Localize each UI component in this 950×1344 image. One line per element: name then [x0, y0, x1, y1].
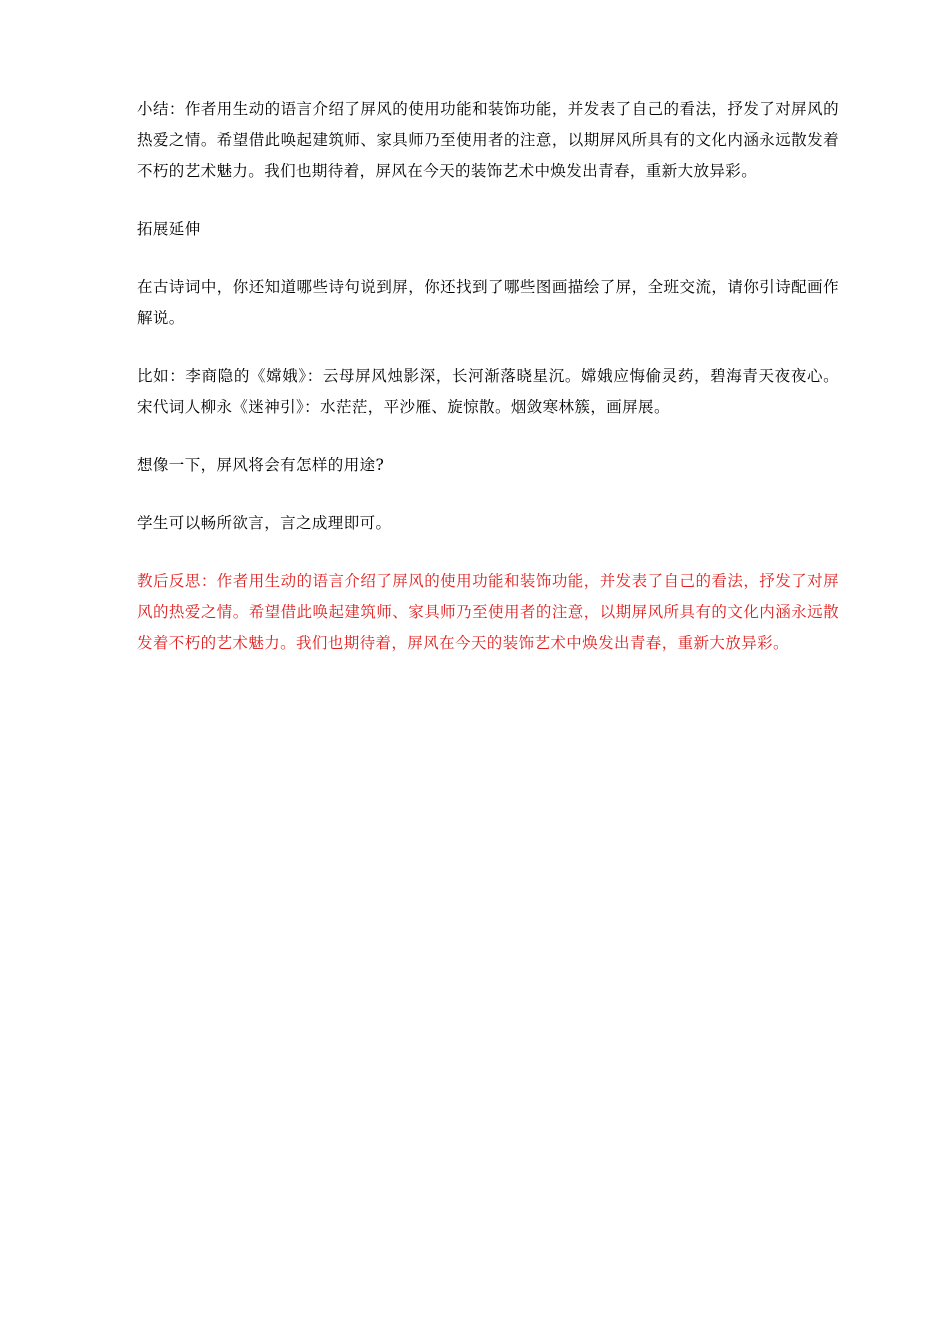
poem-task-paragraph: 在古诗词中，你还知道哪些诗句说到屏，你还找到了哪些图画描绘了屏，全班交流，请你引诗配画作解说。	[137, 278, 839, 327]
imagine-question: 想像一下，屏风将会有怎样的用途?	[137, 456, 385, 474]
summary-paragraph: 小结：作者用生动的语言介绍了屏风的使用功能和装饰功能，并发表了自己的看法，抒发了对屏风的热爱之情。希望借此唤起建筑师、家具师乃至使用者的注意，以期屏风所具有的文化内涵永远散发着不朽的艺术魅力。我们也期待着，屏风在今天的装饰艺术中焕发出青春，重新大放异彩。	[137, 100, 839, 180]
extension-heading: 拓展延伸	[137, 220, 201, 238]
student-answer-paragraph: 学生可以畅所欲言，言之成理即可。	[137, 514, 392, 532]
example-paragraph: 比如：李商隐的《嫦娥》：云母屏风烛影深，长河渐落晓星沉。嫦娥应悔偷灵药，碧海青天夜夜心。宋代词人柳永《迷神引》：水茫茫，平沙雁、旋惊散。烟敛寒林簇，画屏展。	[137, 367, 839, 416]
document-body	[137, 94, 839, 686]
reflection-paragraph: 教后反思：作者用生动的语言介绍了屏风的使用功能和装饰功能，并发表了自己的看法，抒发了对屏风的热爱之情。希望借此唤起建筑师、家具师乃至使用者的注意，以期屏风所具有的文化内涵永远散发着不朽的艺术魅力。我们也期待着，屏风在今天的装饰艺术中焕发出青春，重新大放异彩。	[137, 572, 839, 652]
